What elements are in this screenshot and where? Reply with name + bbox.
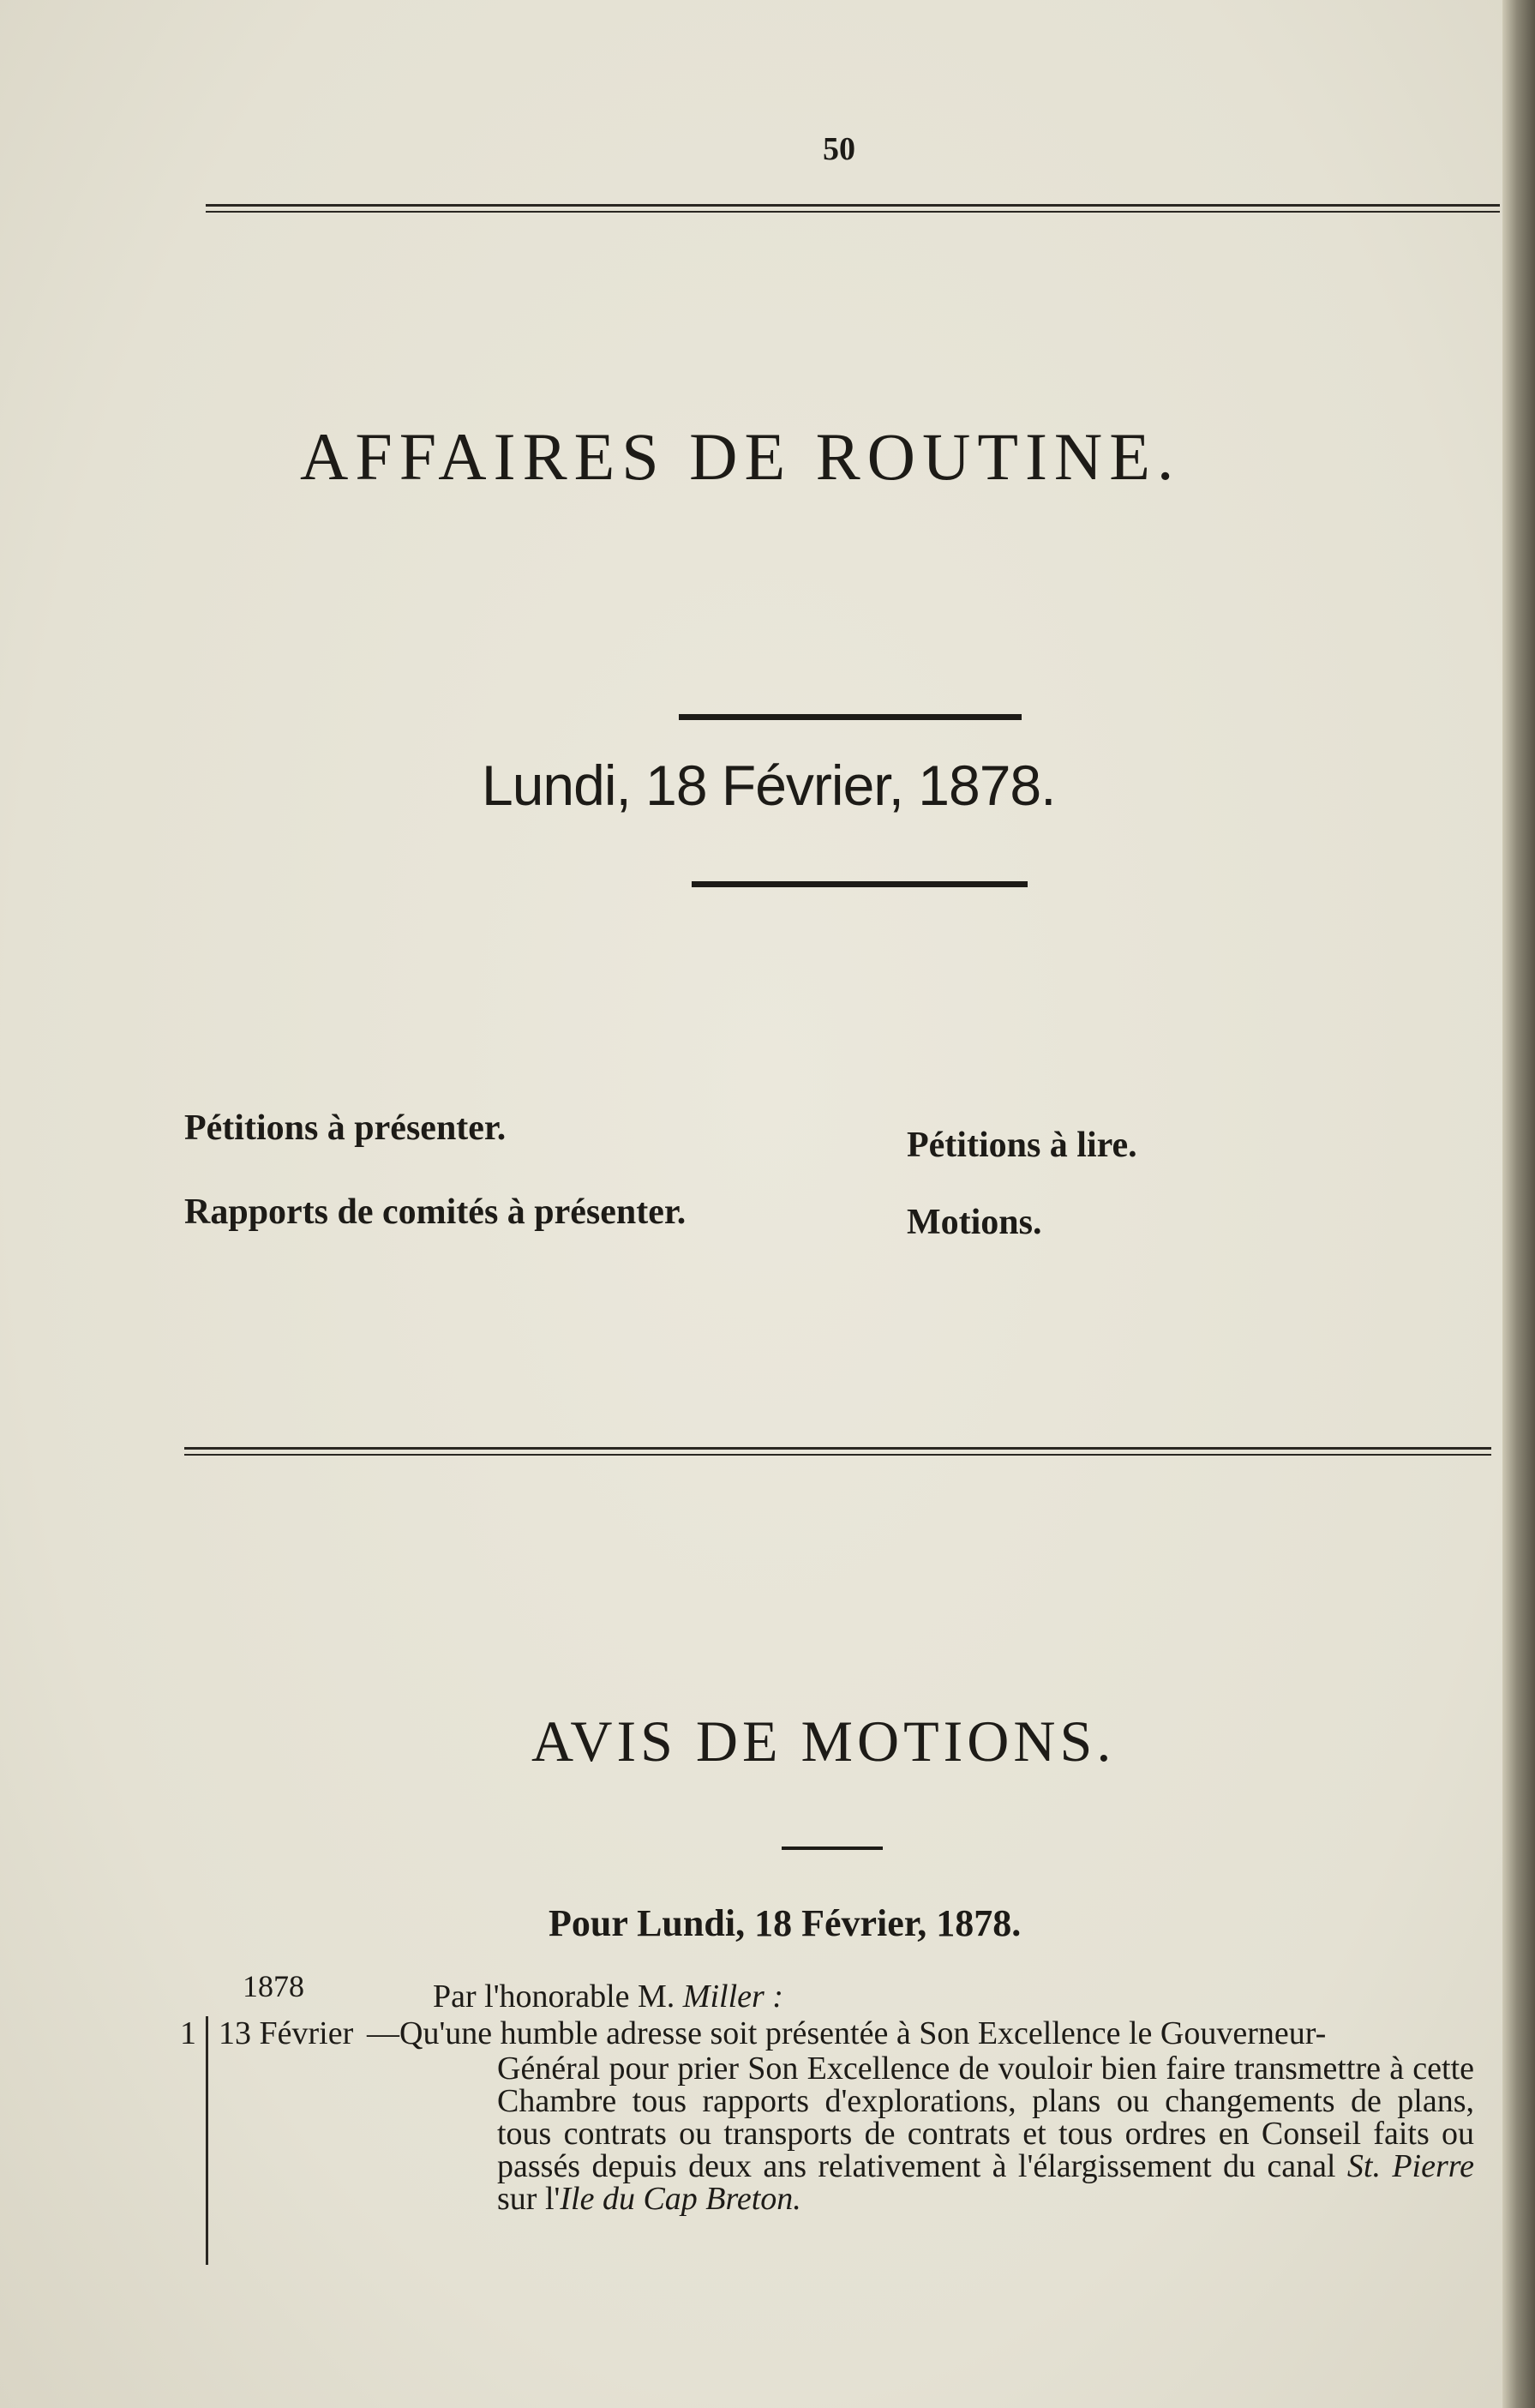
page-binding-edge bbox=[1502, 0, 1535, 2408]
notices-heading: AVIS DE MOTIONS. bbox=[531, 1708, 1116, 1774]
header-double-rule bbox=[206, 204, 1500, 214]
notices-for-date: Pour Lundi, 18 Février, 1878. bbox=[549, 1902, 1022, 1944]
notice-entry-date: 13 Février bbox=[219, 2015, 354, 2051]
motion-text bbox=[497, 2052, 1474, 2215]
canal-name: St. Pierre bbox=[1346, 2148, 1475, 2184]
island-name: Ile du Cap Breton. bbox=[560, 2181, 801, 2217]
date-rule-top bbox=[679, 714, 1022, 720]
routine-item-petitions-present: Pétitions à présenter. bbox=[184, 1108, 507, 1148]
notice-year: 1878 bbox=[243, 1969, 304, 2003]
motion-mid-text: sur l' bbox=[497, 2181, 561, 2217]
routine-heading: AFFAIRES DE ROUTINE. bbox=[300, 419, 1181, 494]
motion-body-text: Général pour prier Son Excellence de vouloir bien faire transmettre à cette Chambre tous rapports d'explorations, plans ou changements de plans, tous contrats ou transports de contrats et tous ordres en Conseil faits ou passés depuis deux ans relativement à l'élargissement du canal bbox=[497, 2051, 1474, 2184]
page-number: 50 bbox=[823, 131, 855, 167]
date-rule-bottom bbox=[692, 881, 1028, 887]
notice-margin-bar bbox=[206, 2016, 208, 2265]
routine-item-petitions-read: Pétitions à lire. bbox=[907, 1126, 1137, 1165]
motion-first-line: —Qu'une humble adresse soit présentée à Son Excellence le Gouverneur- bbox=[367, 2015, 1327, 2051]
notice-mover bbox=[433, 1978, 783, 2015]
routine-item-committee-reports: Rapports de comités à présenter. bbox=[184, 1192, 687, 1232]
routine-item-motions: Motions. bbox=[907, 1203, 1042, 1242]
notices-rule bbox=[782, 1847, 883, 1850]
sitting-date: Lundi, 18 Février, 1878. bbox=[482, 754, 1056, 817]
notice-entry-number: 1 bbox=[180, 2015, 196, 2051]
mover-name: Miller : bbox=[682, 1979, 783, 2015]
section-double-rule bbox=[184, 1447, 1491, 1457]
mover-prefix: Par l'honorable M. bbox=[433, 1979, 675, 2015]
